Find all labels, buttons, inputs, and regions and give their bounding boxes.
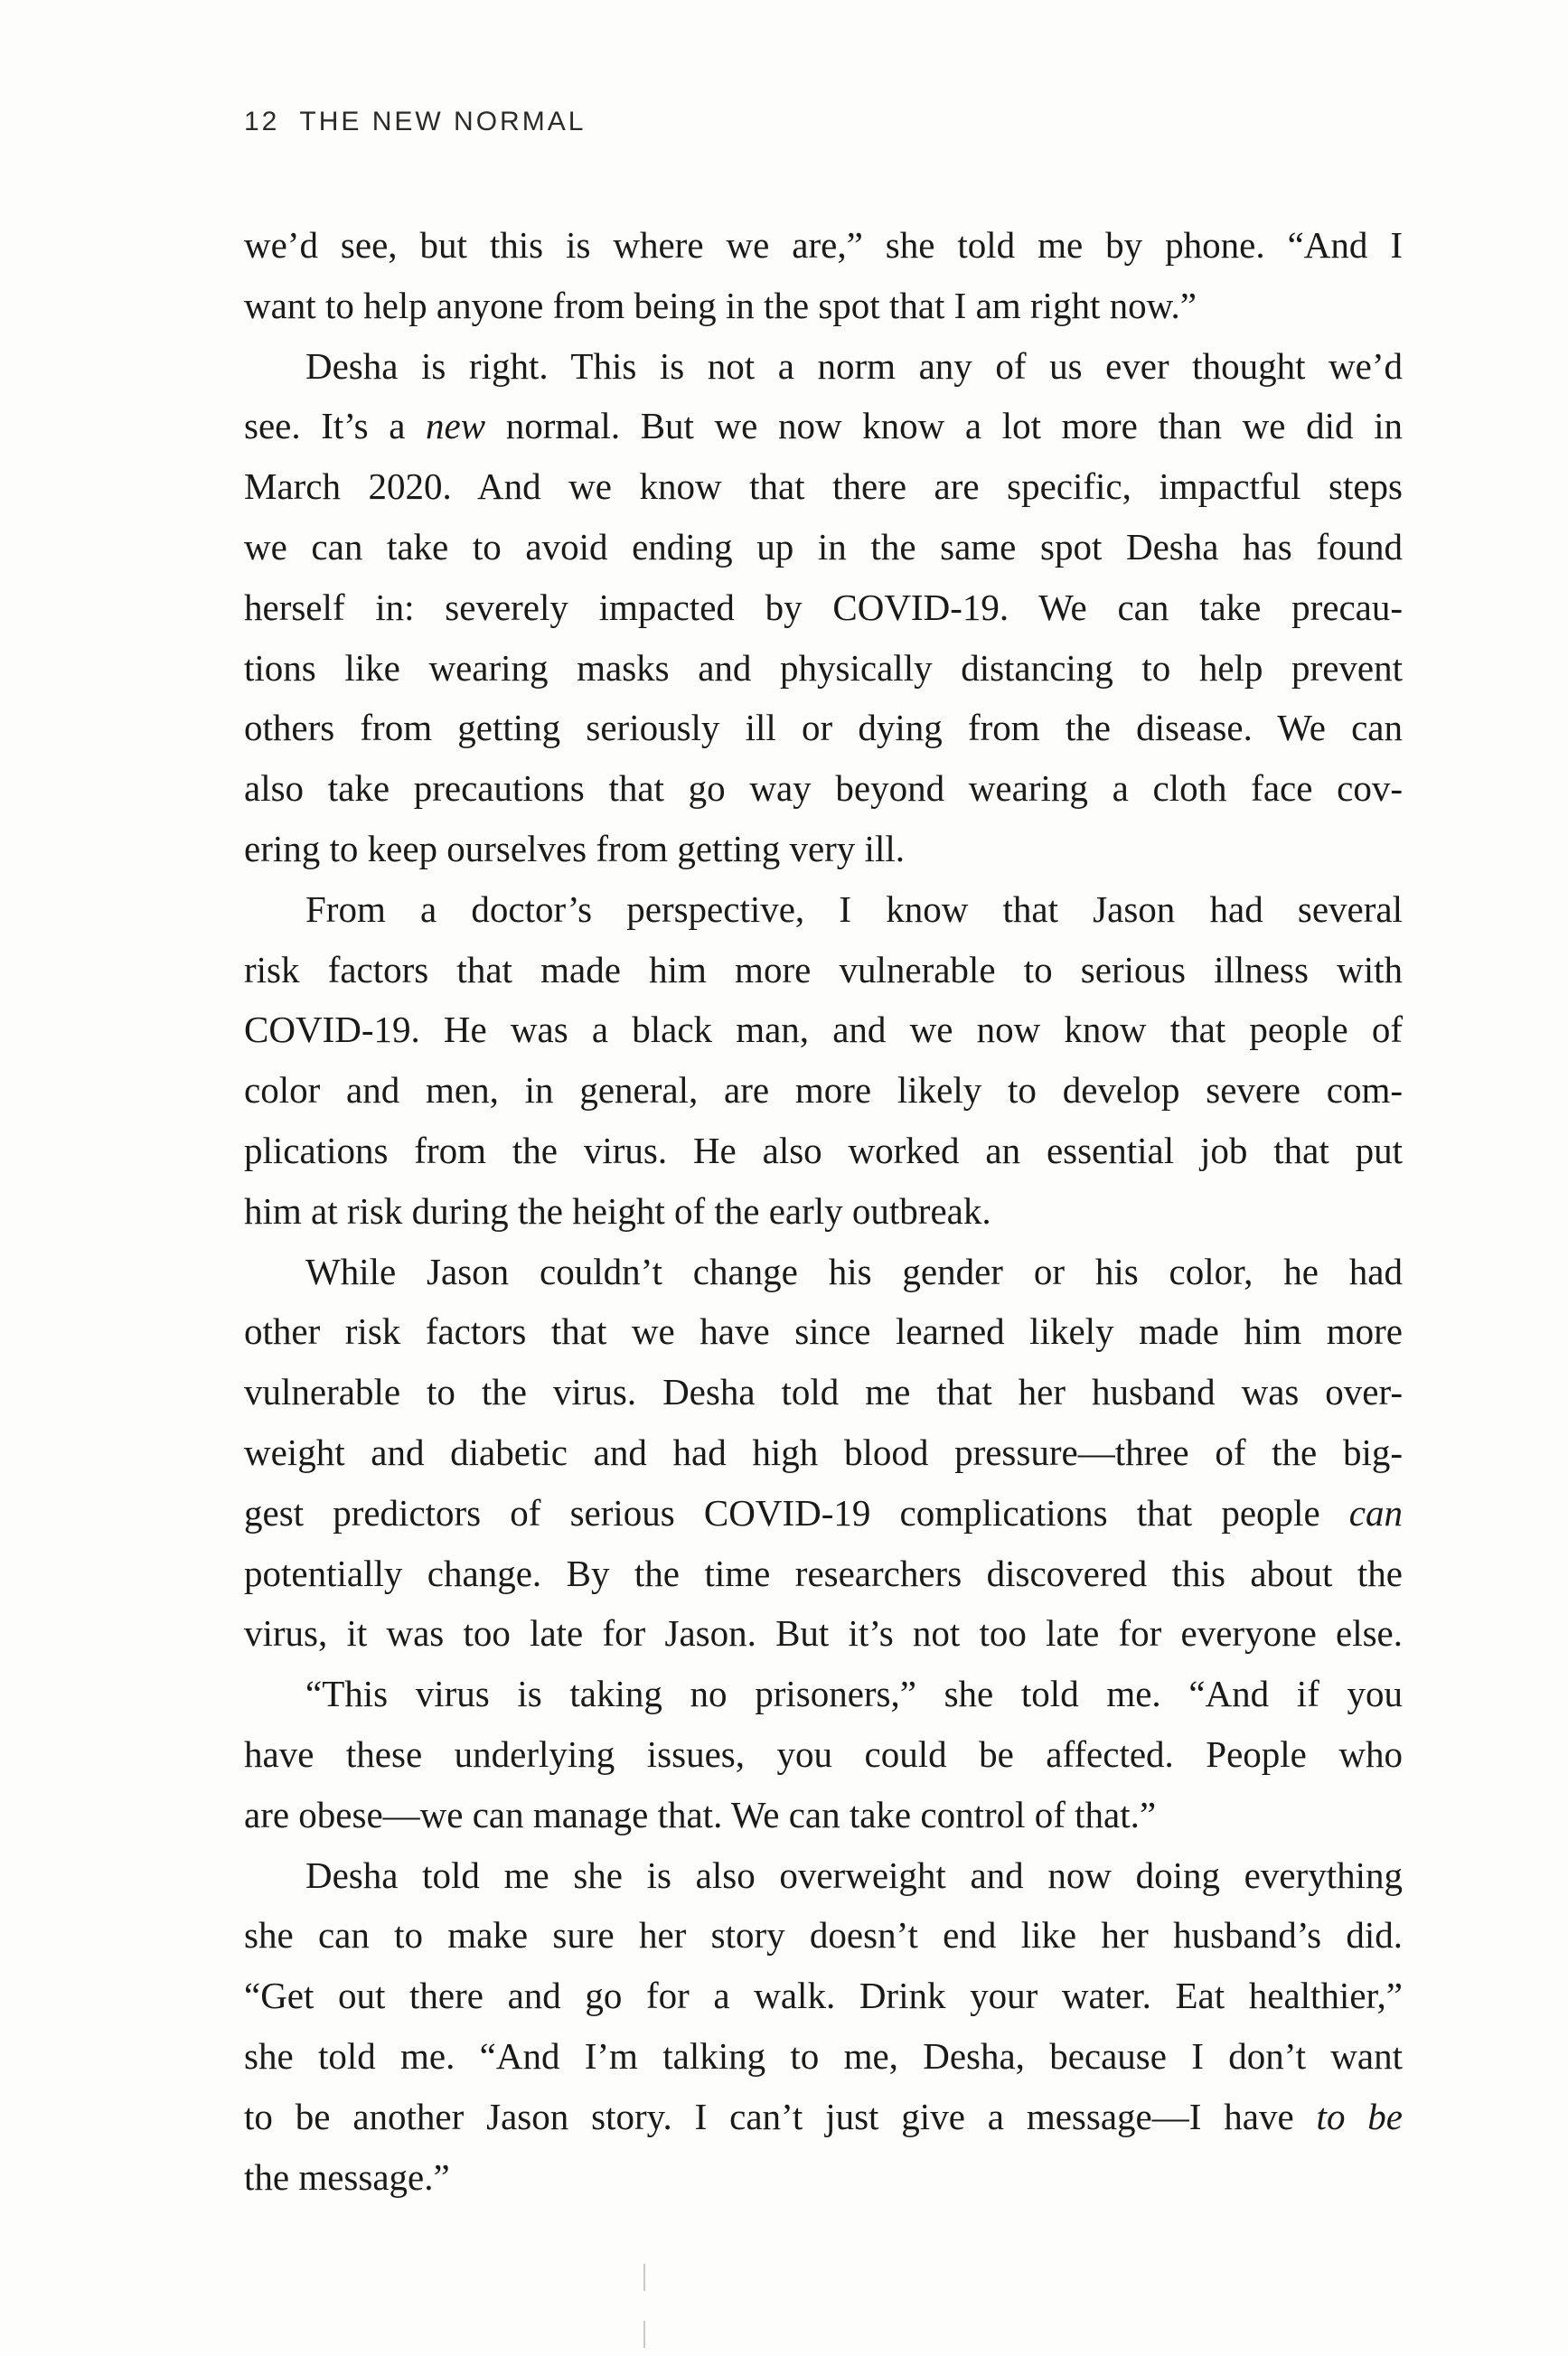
text-line: herself in: severely impacted by COVID-19. We can take precau- (244, 586, 1403, 628)
text-line: she told me. “And I’m talking to me, Desha, because I don’t want (244, 2034, 1403, 2077)
text-line: also take precautions that go way beyond wearing a cloth face cov- (244, 767, 1403, 810)
text-line: have these underlying issues, you could be affected. People who (244, 1732, 1403, 1775)
running-head-title: THE NEW NORMAL (299, 107, 587, 136)
body-text (244, 215, 1403, 2207)
text-line: we can take to avoid ending up in the same spot Desha has found (244, 525, 1403, 568)
text-line: others from getting seriously ill or dying from the disease. We can (244, 707, 1403, 749)
text-line: “Get out there and go for a walk. Drink your water. Eat healthier,” (244, 1975, 1403, 2017)
text-line: Desha is right. This is not a norm any of us ever thought we’d (305, 344, 1403, 387)
text-line: From a doctor’s perspective, I know that Jason had several (305, 887, 1403, 930)
emphasis-text: can (1348, 1491, 1403, 1534)
running-head (244, 107, 586, 137)
text-line: we’d see, but this is where we are,” she told me by phone. “And I (244, 224, 1403, 266)
text-line: plications from the virus. He also worked an essential job that put (244, 1129, 1403, 1171)
page-number: 12 (244, 107, 280, 136)
text-line: March 2020. And we know that there are specific, impactful steps (244, 465, 1403, 508)
text-line: gest predictors of serious COVID-19 complications that people can (244, 1491, 1403, 1534)
text-line: she can to make sure her story doesn’t end like her husband’s did. (244, 1914, 1403, 1957)
text-line: to be another Jason story. I can’t just give a message—I have to be (244, 2095, 1404, 2137)
text-line: the message.” (244, 2155, 450, 2198)
text-line: tions like wearing masks and physically distancing to help prevent (244, 646, 1403, 689)
text-line: weight and diabetic and had high blood pressure—three of the big- (244, 1431, 1403, 1473)
scan-artifact (643, 2321, 645, 2348)
text-line: COVID-19. He was a black man, and we now know that people of (244, 1009, 1403, 1051)
text-line: potentially change. By the time researchers discovered this about the (244, 1552, 1403, 1594)
text-line: risk factors that made him more vulnerable to serious illness with (244, 948, 1403, 990)
text-line: While Jason couldn’t change his gender or his color, he had (305, 1250, 1403, 1292)
text-line: are obese—we can manage that. We can take control of that.” (244, 1793, 1157, 1835)
text-line: virus, it was too late for Jason. But it’s not too late for everyone else. (244, 1612, 1403, 1655)
text-line: ering to keep ourselves from getting very ill. (244, 827, 905, 869)
text-line: other risk factors that we have since learned likely made him more (244, 1310, 1403, 1353)
text-line: him at risk during the height of the early outbreak. (244, 1189, 991, 1232)
emphasis-text: new (426, 405, 486, 447)
text-line: “This virus is taking no prisoners,” she told me. “And if you (305, 1673, 1403, 1715)
text-line: color and men, in general, are more likely to develop severe com- (244, 1069, 1403, 1112)
text-line: see. It’s a new normal. But we now know a lot more than we did in (244, 405, 1403, 447)
text-line: vulnerable to the virus. Desha told me that her husband was over- (244, 1371, 1403, 1413)
scan-artifact (643, 2264, 645, 2291)
text-line: want to help anyone from being in the spot that I am right now.” (244, 284, 1197, 326)
text-line: Desha told me she is also overweight and now doing everything (305, 1854, 1403, 1896)
emphasis-text: to be (1316, 2095, 1404, 2137)
